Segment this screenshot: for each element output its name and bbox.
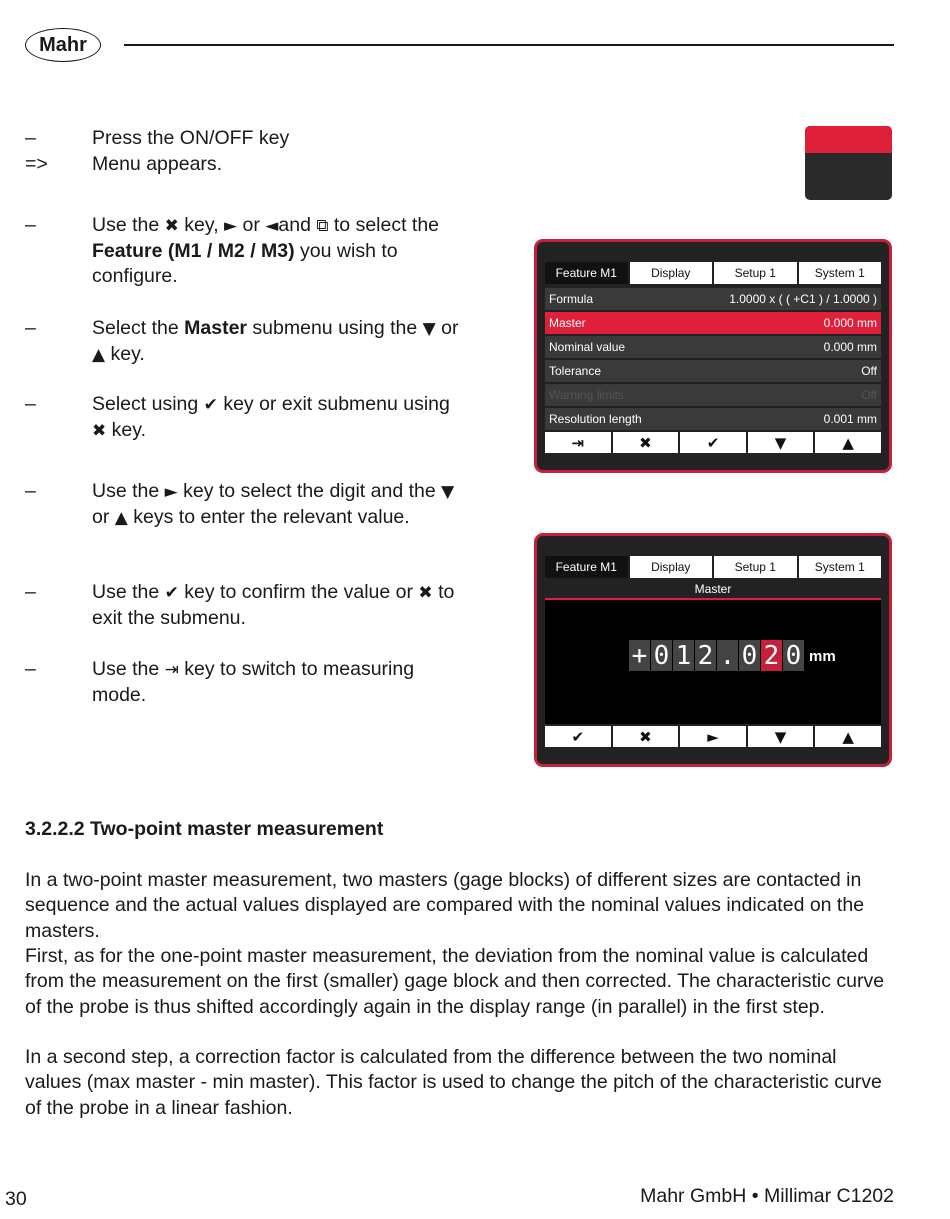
tab-bar xyxy=(545,556,881,578)
tab-feature[interactable]: Feature M1 xyxy=(545,556,628,578)
step-marker: – xyxy=(25,127,36,149)
row-label: Nominal value xyxy=(549,340,626,354)
arrow-up-icon[interactable]: ▲ xyxy=(815,432,881,453)
digit[interactable]: 2 xyxy=(695,640,716,671)
digit-selected[interactable]: 2 xyxy=(761,640,782,671)
key-icon: ⇥ xyxy=(164,660,179,680)
row-value: 0.000 mm xyxy=(823,340,877,354)
mahr-logo: Mahr xyxy=(25,28,101,62)
unit-label: mm xyxy=(809,648,836,665)
section-heading: 3.2.2.2 Two-point master measurement xyxy=(25,818,384,840)
tab-system[interactable]: System 1 xyxy=(799,262,882,284)
paragraph: In a two-point master measurement, two masters (gage blocks) of different sizes are contacted in sequence and the actual values displayed are compared with the nominal values indicated on the masters. xyxy=(25,869,865,942)
tab-setup[interactable]: Setup 1 xyxy=(714,556,797,578)
screen-title: Master xyxy=(545,580,881,600)
softkey-bar xyxy=(545,432,881,453)
cross-icon[interactable]: ✖ xyxy=(613,432,679,453)
step-marker: – xyxy=(25,658,36,680)
device-screen-menu xyxy=(534,239,892,473)
menu-list xyxy=(545,288,881,432)
check-icon[interactable]: ✔ xyxy=(680,432,746,453)
menu-row-master[interactable] xyxy=(545,312,881,334)
key-icon: ✖ xyxy=(418,583,433,603)
key-icon: ► xyxy=(224,216,238,236)
digit[interactable]: 1 xyxy=(673,640,694,671)
step-5 xyxy=(25,392,465,444)
row-value: Off xyxy=(861,388,877,402)
row-label: Warning limits xyxy=(549,388,624,402)
step-text: Use the ► key to select the digit and the ▼ or ▲ keys to enter the relevant value. xyxy=(92,480,455,528)
step-text: Use the ✖ key, ► or ◄and ⧉ to select the Feature (M1 / M2 / M3) you wish to configure. xyxy=(92,214,440,287)
key-icon: ▲ xyxy=(92,345,106,365)
step-marker: => xyxy=(25,153,48,175)
menu-row-nominal-value[interactable] xyxy=(545,336,881,358)
check-icon[interactable]: ✔ xyxy=(545,726,611,747)
paragraph: In a second step, a correction factor is calculated from the difference between the two nominal values (max master - min master). This factor is used to change the pitch of the characteristic curve of the probe in a linear fashion. xyxy=(25,1046,882,1119)
row-value: 0.001 mm xyxy=(823,412,877,426)
row-value: 0.000 mm xyxy=(823,316,877,330)
step-marker: – xyxy=(25,393,36,415)
step-text: Press the ON/OFF key xyxy=(92,127,290,149)
key-icon: ▼ xyxy=(441,482,455,502)
digit[interactable]: 0 xyxy=(739,640,760,671)
key-icon: ► xyxy=(164,482,178,502)
step-4 xyxy=(25,316,465,368)
step-marker: – xyxy=(25,214,36,236)
tab-display[interactable]: Display xyxy=(630,556,713,578)
digit[interactable]: 0 xyxy=(783,640,804,671)
step-1 xyxy=(25,126,465,151)
tab-display[interactable]: Display xyxy=(630,262,713,284)
arrow-down-icon[interactable]: ▼ xyxy=(748,726,814,747)
exit-icon[interactable]: ⇥ xyxy=(545,432,611,453)
step-text: Use the ✔ key to confirm the value or ✖ to exit the submenu. xyxy=(92,581,455,629)
arrow-right-icon[interactable]: ► xyxy=(680,726,746,747)
menu-row-tolerance[interactable] xyxy=(545,360,881,382)
row-label: Formula xyxy=(549,292,594,306)
row-value: Off xyxy=(861,364,877,378)
key-icon: ✖ xyxy=(164,216,179,236)
tab-setup[interactable]: Setup 1 xyxy=(714,262,797,284)
page-number: 30 xyxy=(5,1188,27,1210)
tab-system[interactable]: System 1 xyxy=(799,556,882,578)
step-2 xyxy=(25,152,465,177)
paragraph: First, as for the one-point master measurement, the deviation from the nominal value is calculated from the measurement on the first (smaller) gage block and then corrected. The characteristic curve of the probe is thus shifted accordingly again in the display range (in parallel) in the first step. xyxy=(25,945,885,1018)
key-icon: ✔ xyxy=(203,395,218,415)
footer-brand: Mahr GmbH • Millimar C1202 xyxy=(640,1185,894,1207)
step-3 xyxy=(25,213,465,289)
device-screen-master-entry xyxy=(534,533,892,767)
decimal-point: . xyxy=(717,640,738,671)
digit-entry xyxy=(629,640,804,671)
step-text: Select the Master submenu using the ▼ or ▲ key. xyxy=(92,317,459,365)
step-text: Menu appears. xyxy=(92,153,223,175)
arrow-down-icon[interactable]: ▼ xyxy=(748,432,814,453)
tab-bar xyxy=(545,262,881,284)
step-marker: – xyxy=(25,480,36,502)
digit[interactable]: 0 xyxy=(651,640,672,671)
step-8 xyxy=(25,657,465,708)
step-marker: – xyxy=(25,581,36,603)
key-icon: ▼ xyxy=(422,319,436,339)
step-6 xyxy=(25,479,465,531)
menu-row-resolution-length[interactable] xyxy=(545,408,881,430)
menu-row-warning-limits xyxy=(545,384,881,406)
menu-row-formula[interactable] xyxy=(545,288,881,310)
step-7 xyxy=(25,580,465,631)
cross-icon[interactable]: ✖ xyxy=(613,726,679,747)
step-marker: – xyxy=(25,317,36,339)
row-label: Master xyxy=(549,316,586,330)
step-text: Use the ⇥ key to switch to measuring mode. xyxy=(92,658,415,706)
key-icon: ⧉ xyxy=(316,216,329,236)
on-off-key-icon xyxy=(805,126,892,200)
row-value: 1.0000 x ( ( +C1 ) / 1.0000 ) xyxy=(729,292,877,306)
digit-sign[interactable]: + xyxy=(629,640,650,671)
tab-feature[interactable]: Feature M1 xyxy=(545,262,628,284)
key-icon: ◄ xyxy=(265,216,279,236)
key-icon: ▲ xyxy=(114,508,128,528)
key-icon: ✔ xyxy=(164,583,179,603)
row-label: Resolution length xyxy=(549,412,642,426)
softkey-bar xyxy=(545,726,881,747)
arrow-up-icon[interactable]: ▲ xyxy=(815,726,881,747)
header-rule xyxy=(124,44,894,46)
key-icon: ✖ xyxy=(92,421,107,441)
row-label: Tolerance xyxy=(549,364,602,378)
step-text: Select using ✔ key or exit submenu using ✖ key. xyxy=(92,393,450,441)
